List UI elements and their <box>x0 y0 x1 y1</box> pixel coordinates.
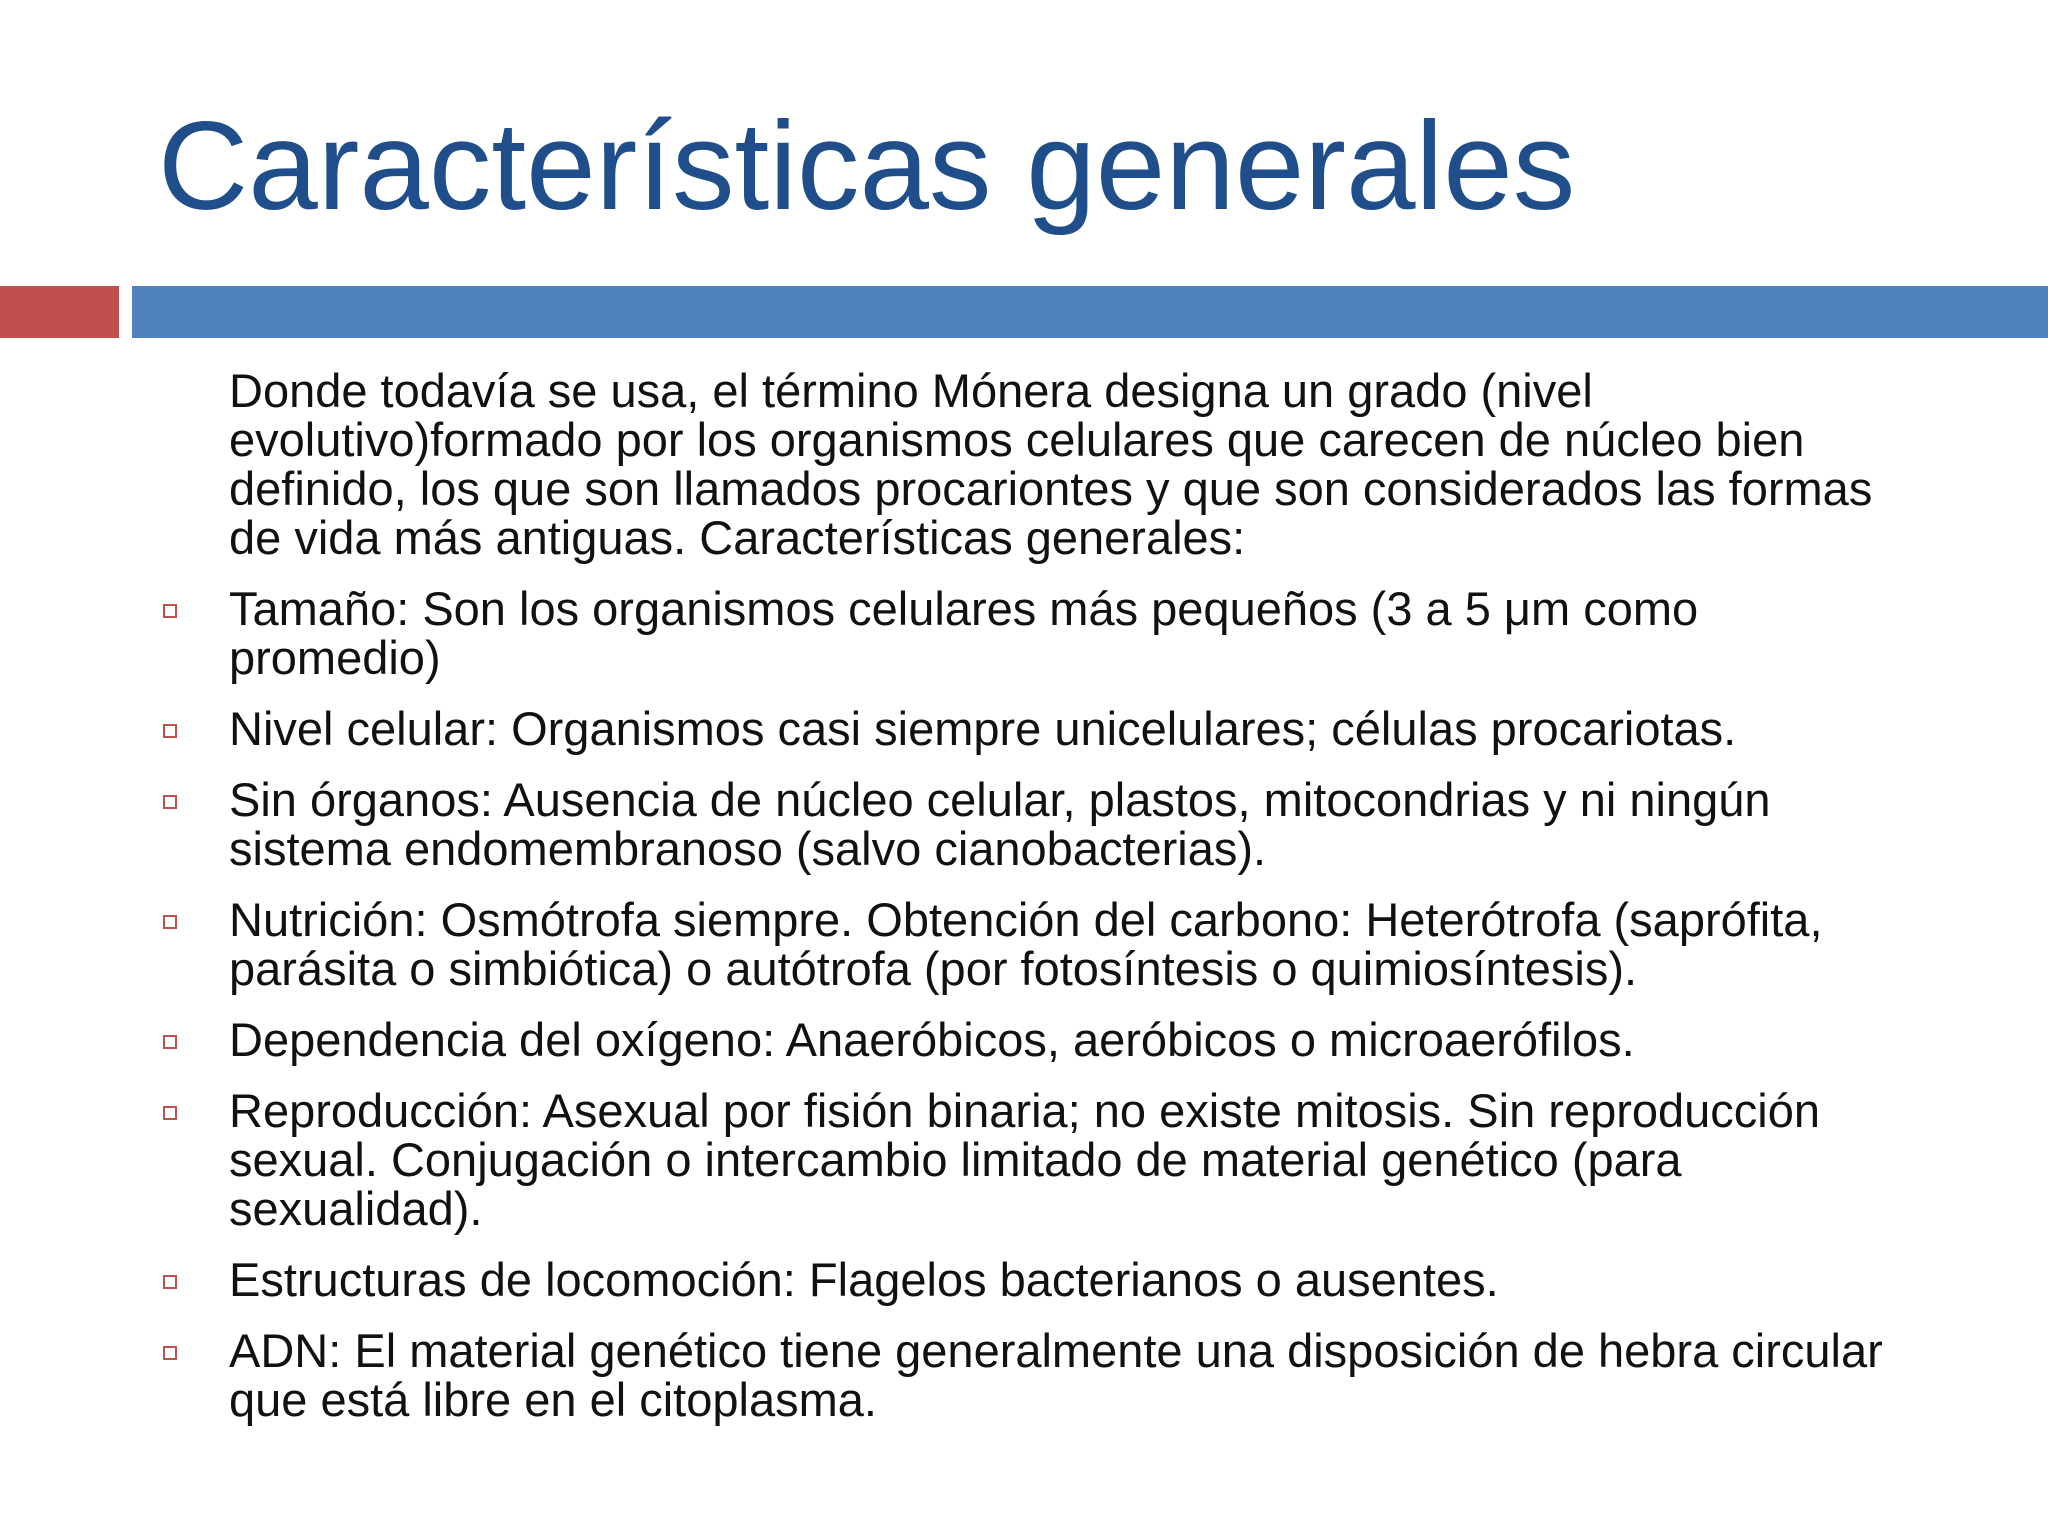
list-item <box>150 775 1910 873</box>
list-item-text: Dependencia del oxígeno: Anaeróbicos, aeróbicos o microaerófilos. <box>229 1013 1635 1066</box>
accent-bar-blue <box>132 286 2048 338</box>
hollow-square-icon <box>163 795 177 809</box>
list-item-text: Nutrición: Osmótrofa siempre. Obtención del carbono: Heterótrofa (saprófita, parásita o simbiótica) o autótrofa (por fotosíntesis o quimiosíntesis). <box>229 893 1823 995</box>
hollow-square-icon <box>163 724 177 738</box>
list-item-text: ADN: El material genético tiene generalmente una disposición de hebra circular que está libre en el citoplasma. <box>229 1324 1883 1426</box>
hollow-square-icon <box>163 915 177 929</box>
list-item <box>150 1326 1910 1424</box>
hollow-square-icon <box>163 1106 177 1120</box>
list-item-text: Nivel celular: Organismos casi siempre unicelulares; células procariotas. <box>229 702 1737 755</box>
list-item <box>150 1015 1910 1064</box>
list-item <box>150 1255 1910 1304</box>
list-item <box>150 895 1910 993</box>
hollow-square-icon <box>163 1275 177 1289</box>
list-item-text: Tamaño: Son los organismos celulares más pequeños (3 a 5 μm como promedio) <box>229 582 1699 684</box>
list-item <box>150 1086 1910 1233</box>
hollow-square-icon <box>163 1035 177 1049</box>
list-item <box>150 584 1910 682</box>
list-item-text: Estructuras de locomoción: Flagelos bacterianos o ausentes. <box>229 1253 1499 1306</box>
hollow-square-icon <box>163 604 177 618</box>
hollow-square-icon <box>163 1346 177 1360</box>
slide-title: Características generales <box>158 97 1576 236</box>
accent-bar-red <box>0 286 119 338</box>
slide-body <box>150 366 1910 1446</box>
intro-paragraph: Donde todavía se usa, el término Mónera designa un grado (nivel evolutivo)formado por los organismos celulares que carecen de núcleo bien definido, los que son llamados procariontes y que son considerados las formas de vida más antiguas. Características generales: <box>229 364 1873 564</box>
list-item <box>150 704 1910 753</box>
list-item-text: Sin órganos: Ausencia de núcleo celular, plastos, mitocondrias y ni ningún sistema endomembranoso (salvo cianobacterias). <box>229 773 1771 875</box>
list-item-text: Reproducción: Asexual por fisión binaria; no existe mitosis. Sin reproducción sexual. Conjugación o intercambio limitado de material genético (para sexualidad). <box>229 1084 1821 1235</box>
